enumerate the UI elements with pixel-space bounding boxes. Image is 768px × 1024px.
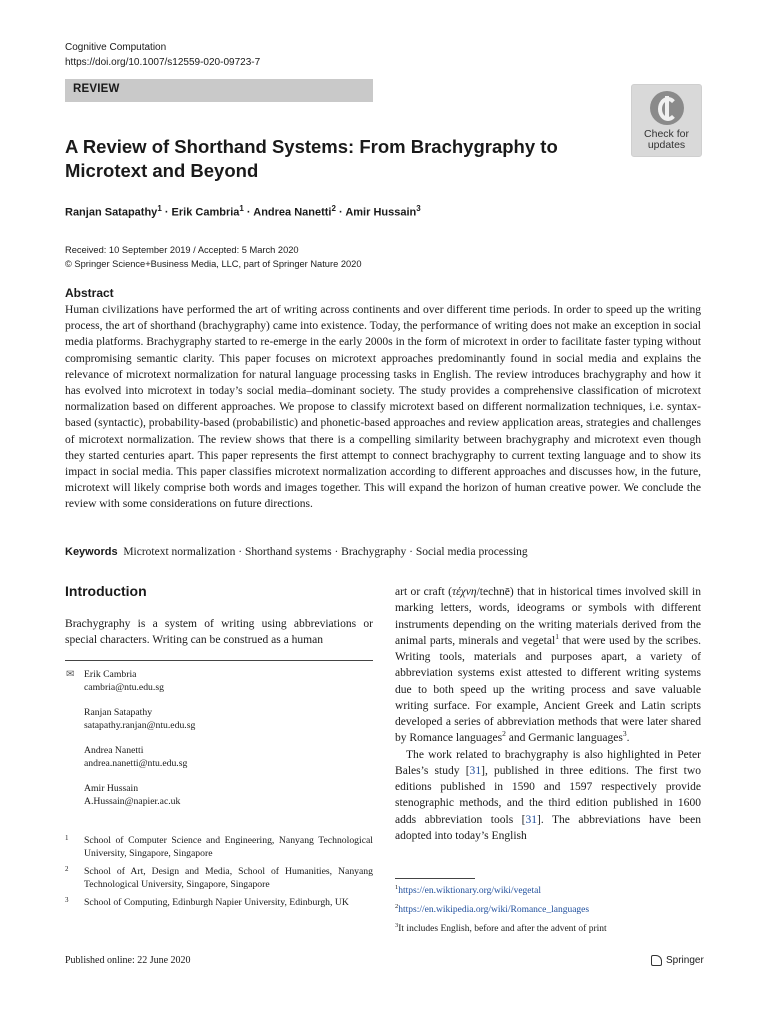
author-affiliation-mark: 1 xyxy=(157,204,162,213)
contact-email[interactable]: satapathy.ranjan@ntu.edu.sg xyxy=(84,720,196,731)
text-run: . xyxy=(626,732,630,745)
published-online-date: Published online: 22 June 2020 xyxy=(65,955,191,966)
abstract-text: Human civilizations have performed the art of writing across continents and over different time periods. In order to speed up the writing process, the art of shorthand (brachygraphy) came into existence. Today, the performance of writing does not make an exception in social media platforms. Brachygraphy started to re-emerge in the early 2000s in the form of microtext in order to facilitate faster typing without compromising semantic clarity. This paper focuses on microtext approaches predominantly found in social media and explains the relevance of microtext normalization for natural language processing tasks in English. The review introduces brachygraphy and how it has evolved into microtext in today’s social media–dominant society. The study provides a comprehensive classification of microtext normalization based on different approaches. We propose to classify microtext based on different normalization techniques, i.e. syntax-based (syntactic), probability-based (probabilistic) and phonetic-based approaches and review application areas, strategies and challenges of microtext normalization. The review shows that there is a compelling similarity between brachygraphy and microtext even though they started centuries apart. This paper represents the first attempt to connect brachygraphy to current texting language and to show its impact in social media. This paper classifies microtext normalization according to different approaches and discusses how, in the future, microtext will likely comprise both words and images together. This will expand the horizon of human creative power. We conclude the review with some considerations on future directions. xyxy=(65,304,701,511)
publisher-logo xyxy=(651,955,704,966)
contact-name: Andrea Nanetti xyxy=(84,745,144,756)
envelope-icon: ✉ xyxy=(66,669,75,680)
introduction-right-column xyxy=(395,584,701,844)
footnote-divider xyxy=(395,878,475,879)
keywords-list: Microtext normalization · Shorthand systems · Brachygraphy · Social media processing xyxy=(123,546,528,558)
springer-horse-icon xyxy=(651,955,662,966)
text-run: /technē) that in historical times involved skill in marking letters, words, ideograms or symbols with different instruments depending on the writing materials derived from the animal parts, minerals and vegetal xyxy=(395,586,702,647)
keywords-label: Keywords xyxy=(65,546,118,558)
footnote-item xyxy=(395,899,607,918)
affiliation-text: School of Computing, Edinburgh Napier University, Edinburgh, UK xyxy=(84,897,349,909)
intro-paragraph xyxy=(395,584,701,747)
footnote-text: It includes English, before and after the advent of print xyxy=(398,924,607,935)
contact-divider xyxy=(65,660,373,661)
affiliation-number: 1 xyxy=(65,834,69,842)
affiliation-list xyxy=(65,835,373,916)
contact-email[interactable]: cambria@ntu.edu.sg xyxy=(84,682,164,693)
article-history xyxy=(65,243,362,271)
contact-entry xyxy=(84,782,373,808)
footnote-link[interactable]: https://en.wiktionary.org/wiki/vegetal xyxy=(398,886,541,897)
received-accepted-dates: Received: 10 September 2019 / Accepted: 5 March 2020 xyxy=(65,245,299,255)
contact-entry xyxy=(84,706,373,732)
affiliation-item xyxy=(65,897,373,910)
contact-name: Amir Hussain xyxy=(84,783,139,794)
affiliation-text: School of Computer Science and Engineering, Nanyang Technological University, Singapore, Singapore xyxy=(84,835,373,859)
corresponding-contacts xyxy=(65,668,373,820)
citation-link[interactable]: 31 xyxy=(525,813,538,826)
footnote-link[interactable]: https://en.wikipedia.org/wiki/Romance_languages xyxy=(398,905,590,916)
footnote-item xyxy=(395,880,607,899)
abstract-heading: Abstract xyxy=(65,286,114,300)
introduction-heading: Introduction xyxy=(65,583,147,599)
author-affiliation-mark: 3 xyxy=(416,204,421,213)
footnote-number: 2 xyxy=(395,903,399,911)
footnote-mark[interactable]: 3 xyxy=(622,729,627,739)
footnote-item xyxy=(395,918,607,937)
author-separator: · xyxy=(243,206,254,219)
contact-name: Erik Cambria xyxy=(84,669,137,680)
introduction-left-text: Brachygraphy is a system of writing using abbreviations or special characters. Writing can be construed as a human xyxy=(65,618,373,647)
article-type-bar xyxy=(65,79,373,102)
badge-line-2: updates xyxy=(647,139,686,151)
article-type-label: REVIEW xyxy=(73,83,120,95)
author-list xyxy=(65,204,421,219)
journal-header xyxy=(65,40,260,70)
journal-name: Cognitive Computation xyxy=(65,42,167,53)
contact-email[interactable]: andrea.nanetti@ntu.edu.sg xyxy=(84,758,188,769)
author-affiliation-mark: 1 xyxy=(239,204,244,213)
badge-line-1: Check for xyxy=(644,128,689,140)
text-run: ]. The abbreviations have been adopted into today’s English xyxy=(395,813,701,842)
author-name[interactable]: Erik Cambria xyxy=(171,206,240,219)
greek-term: τέχνη xyxy=(451,586,477,598)
text-run: art or craft ( xyxy=(395,586,452,598)
affiliation-item xyxy=(65,866,373,891)
footnote-list xyxy=(395,880,607,937)
text-run: The work related to brachygraphy is also highlighted in Peter Bales’s study [ xyxy=(395,748,701,777)
crossmark-icon xyxy=(650,91,684,125)
footnote-number: 3 xyxy=(395,922,399,930)
contact-name: Ranjan Satapathy xyxy=(84,707,153,718)
author-separator: · xyxy=(335,206,346,219)
author-name[interactable]: Andrea Nanetti xyxy=(253,206,332,219)
text-run: and Germanic languages xyxy=(505,732,623,745)
contact-entry xyxy=(84,668,373,694)
citation-link[interactable]: 31 xyxy=(469,764,482,777)
keywords-line xyxy=(65,546,528,558)
intro-paragraph xyxy=(395,747,701,845)
contact-email[interactable]: A.Hussain@napier.ac.uk xyxy=(84,796,181,807)
text-run: that were used by the scribes. Writing tools, materials and purposes apart, a variety of abbreviation systems exist attested to different writing systems due to both speed up the writing process and save valuable writing surface. For example, Ancient Greek and Latin scripts developed a series of abbreviation methods that were later shared by Romance languages xyxy=(395,634,701,745)
check-for-updates-badge[interactable] xyxy=(631,84,702,157)
author-name[interactable]: Amir Hussain xyxy=(345,206,417,219)
author-affiliation-mark: 2 xyxy=(331,204,336,213)
text-run: ], published in three editions. The first two editions published in 1590 and 1597 respectively provide stenographic methods, and the third edition published in 1600 adds abbreviation tools [ xyxy=(395,764,702,826)
affiliation-number: 3 xyxy=(65,896,69,905)
affiliation-number: 2 xyxy=(65,865,69,874)
publisher-name: Springer xyxy=(666,955,704,966)
copyright-line: © Springer Science+Business Media, LLC, part of Springer Nature 2020 xyxy=(65,259,362,269)
author-separator: · xyxy=(161,206,172,219)
article-title: A Review of Shorthand Systems: From Brachygraphy to Microtext and Beyond xyxy=(65,136,558,181)
contact-entry xyxy=(84,744,373,770)
footnote-number: 1 xyxy=(395,884,399,891)
affiliation-item xyxy=(65,835,373,860)
footnote-mark[interactable]: 1 xyxy=(555,631,559,641)
doi-link[interactable]: https://doi.org/10.1007/s12559-020-09723-7 xyxy=(65,57,261,68)
author-name[interactable]: Ranjan Satapathy xyxy=(65,206,158,219)
footnote-mark[interactable]: 2 xyxy=(502,729,506,739)
affiliation-text: School of Art, Design and Media, School of Humanities, Nanyang Technological University, Singapore, Singapore xyxy=(84,866,373,890)
